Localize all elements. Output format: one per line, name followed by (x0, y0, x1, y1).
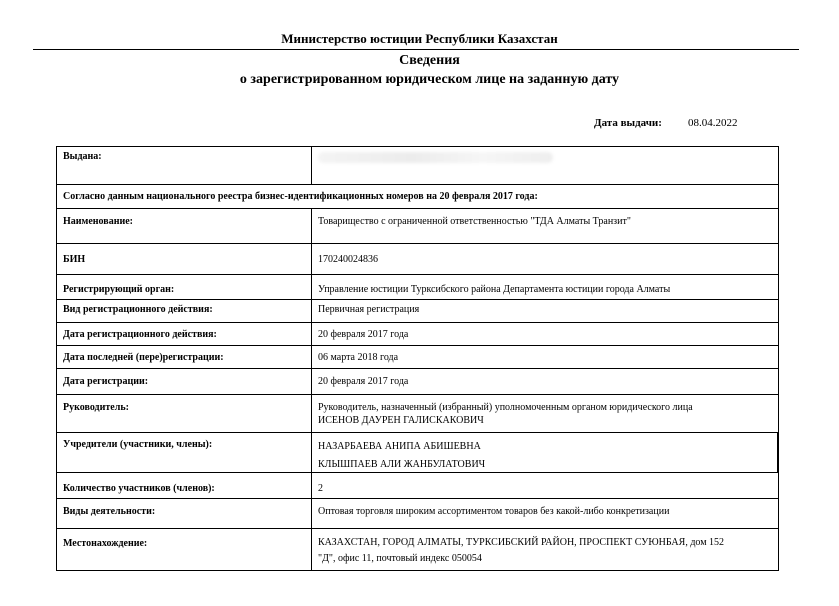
founders-label: Учредители (участники, члены): (57, 433, 312, 473)
table-row (57, 529, 779, 571)
bin-value: 170240024836 (312, 244, 779, 275)
name-label: Наименование: (57, 209, 312, 244)
founder-1: НАЗАРБАЕВА АНИПА АБИШЕВНА (318, 441, 481, 452)
name-value: Товарищество с ограниченной ответственностью "ТДА Алматы Транзит" (312, 209, 779, 244)
table-row (57, 209, 779, 244)
reg-body-value: Управление юстиции Турксибского района Департамента юстиции города Алматы (312, 275, 779, 300)
table-row (57, 433, 779, 473)
reg-date-label: Дата регистрации: (57, 369, 312, 395)
table-row (57, 275, 779, 300)
bin-label: БИН (57, 244, 312, 275)
activities-label: Виды деятельности: (57, 499, 312, 529)
founders-value (312, 433, 779, 473)
location-value (312, 529, 779, 571)
table-row (57, 147, 779, 185)
table-row (57, 185, 779, 209)
location-line-1: КАЗАХСТАН, ГОРОД АЛМАТЫ, ТУРКСИБСКИЙ РАЙОН, ПРОСПЕКТ СУЮНБАЯ, дом 152 (318, 537, 725, 548)
issued-to-value (312, 147, 779, 185)
location-line-2: "Д", офис 11, почтовый индекс 050054 (318, 553, 482, 564)
header-divider (33, 49, 799, 50)
table-row (57, 473, 779, 499)
table-row (57, 323, 779, 346)
issued-to-label: Выдана: (57, 147, 312, 185)
action-date-value: 20 февраля 2017 года (312, 323, 779, 346)
table-row (57, 346, 779, 369)
last-rereg-label: Дата последней (пере)регистрации: (57, 346, 312, 369)
table-row (57, 499, 779, 529)
action-type-label: Вид регистрационного действия: (57, 300, 312, 323)
last-rereg-value: 06 марта 2018 года (312, 346, 779, 369)
table-row (57, 300, 779, 323)
head-label: Руководитель: (57, 395, 312, 433)
members-count-label: Количество участников (членов): (57, 473, 312, 499)
activities-value: Оптовая торговля широким ассортиментом товаров без какой-либо конкретизации (312, 499, 779, 529)
issue-date-value: 08.04.2022 (688, 117, 738, 129)
table-row (57, 244, 779, 275)
head-value (312, 395, 779, 433)
issue-date-label: Дата выдачи: (594, 117, 662, 129)
location-label: Местонахождение: (57, 529, 312, 571)
head-position: Руководитель, назначенный (избранный) уполномоченным органом юридического лица (318, 402, 693, 413)
members-count-value: 2 (312, 473, 779, 499)
reg-date-value: 20 февраля 2017 года (312, 369, 779, 395)
reg-body-label: Регистрирующий орган: (57, 275, 312, 300)
table-row (57, 395, 779, 433)
action-date-label: Дата регистрационного действия: (57, 323, 312, 346)
head-person: ИСЕНОВ ДАУРЕН ГАЛИСКАКОВИЧ (318, 415, 484, 426)
ministry-heading: Министерство юстиции Республики Казахстан (281, 31, 558, 46)
document-title: Сведения (399, 53, 460, 68)
action-type-value: Первичная регистрация (312, 300, 779, 323)
document-subtitle: о зарегистрированном юридическом лице на заданную дату (239, 72, 620, 87)
registry-note: Согласно данным национального реестра бизнес-идентификационных номеров на 20 февраля 2017 года: (57, 185, 779, 209)
table-row (57, 369, 779, 395)
redacted-value (318, 152, 553, 163)
founder-2: КЛЫШПАЕВ АЛИ ЖАНБУЛАТОВИЧ (318, 459, 486, 470)
registration-table (56, 146, 779, 571)
